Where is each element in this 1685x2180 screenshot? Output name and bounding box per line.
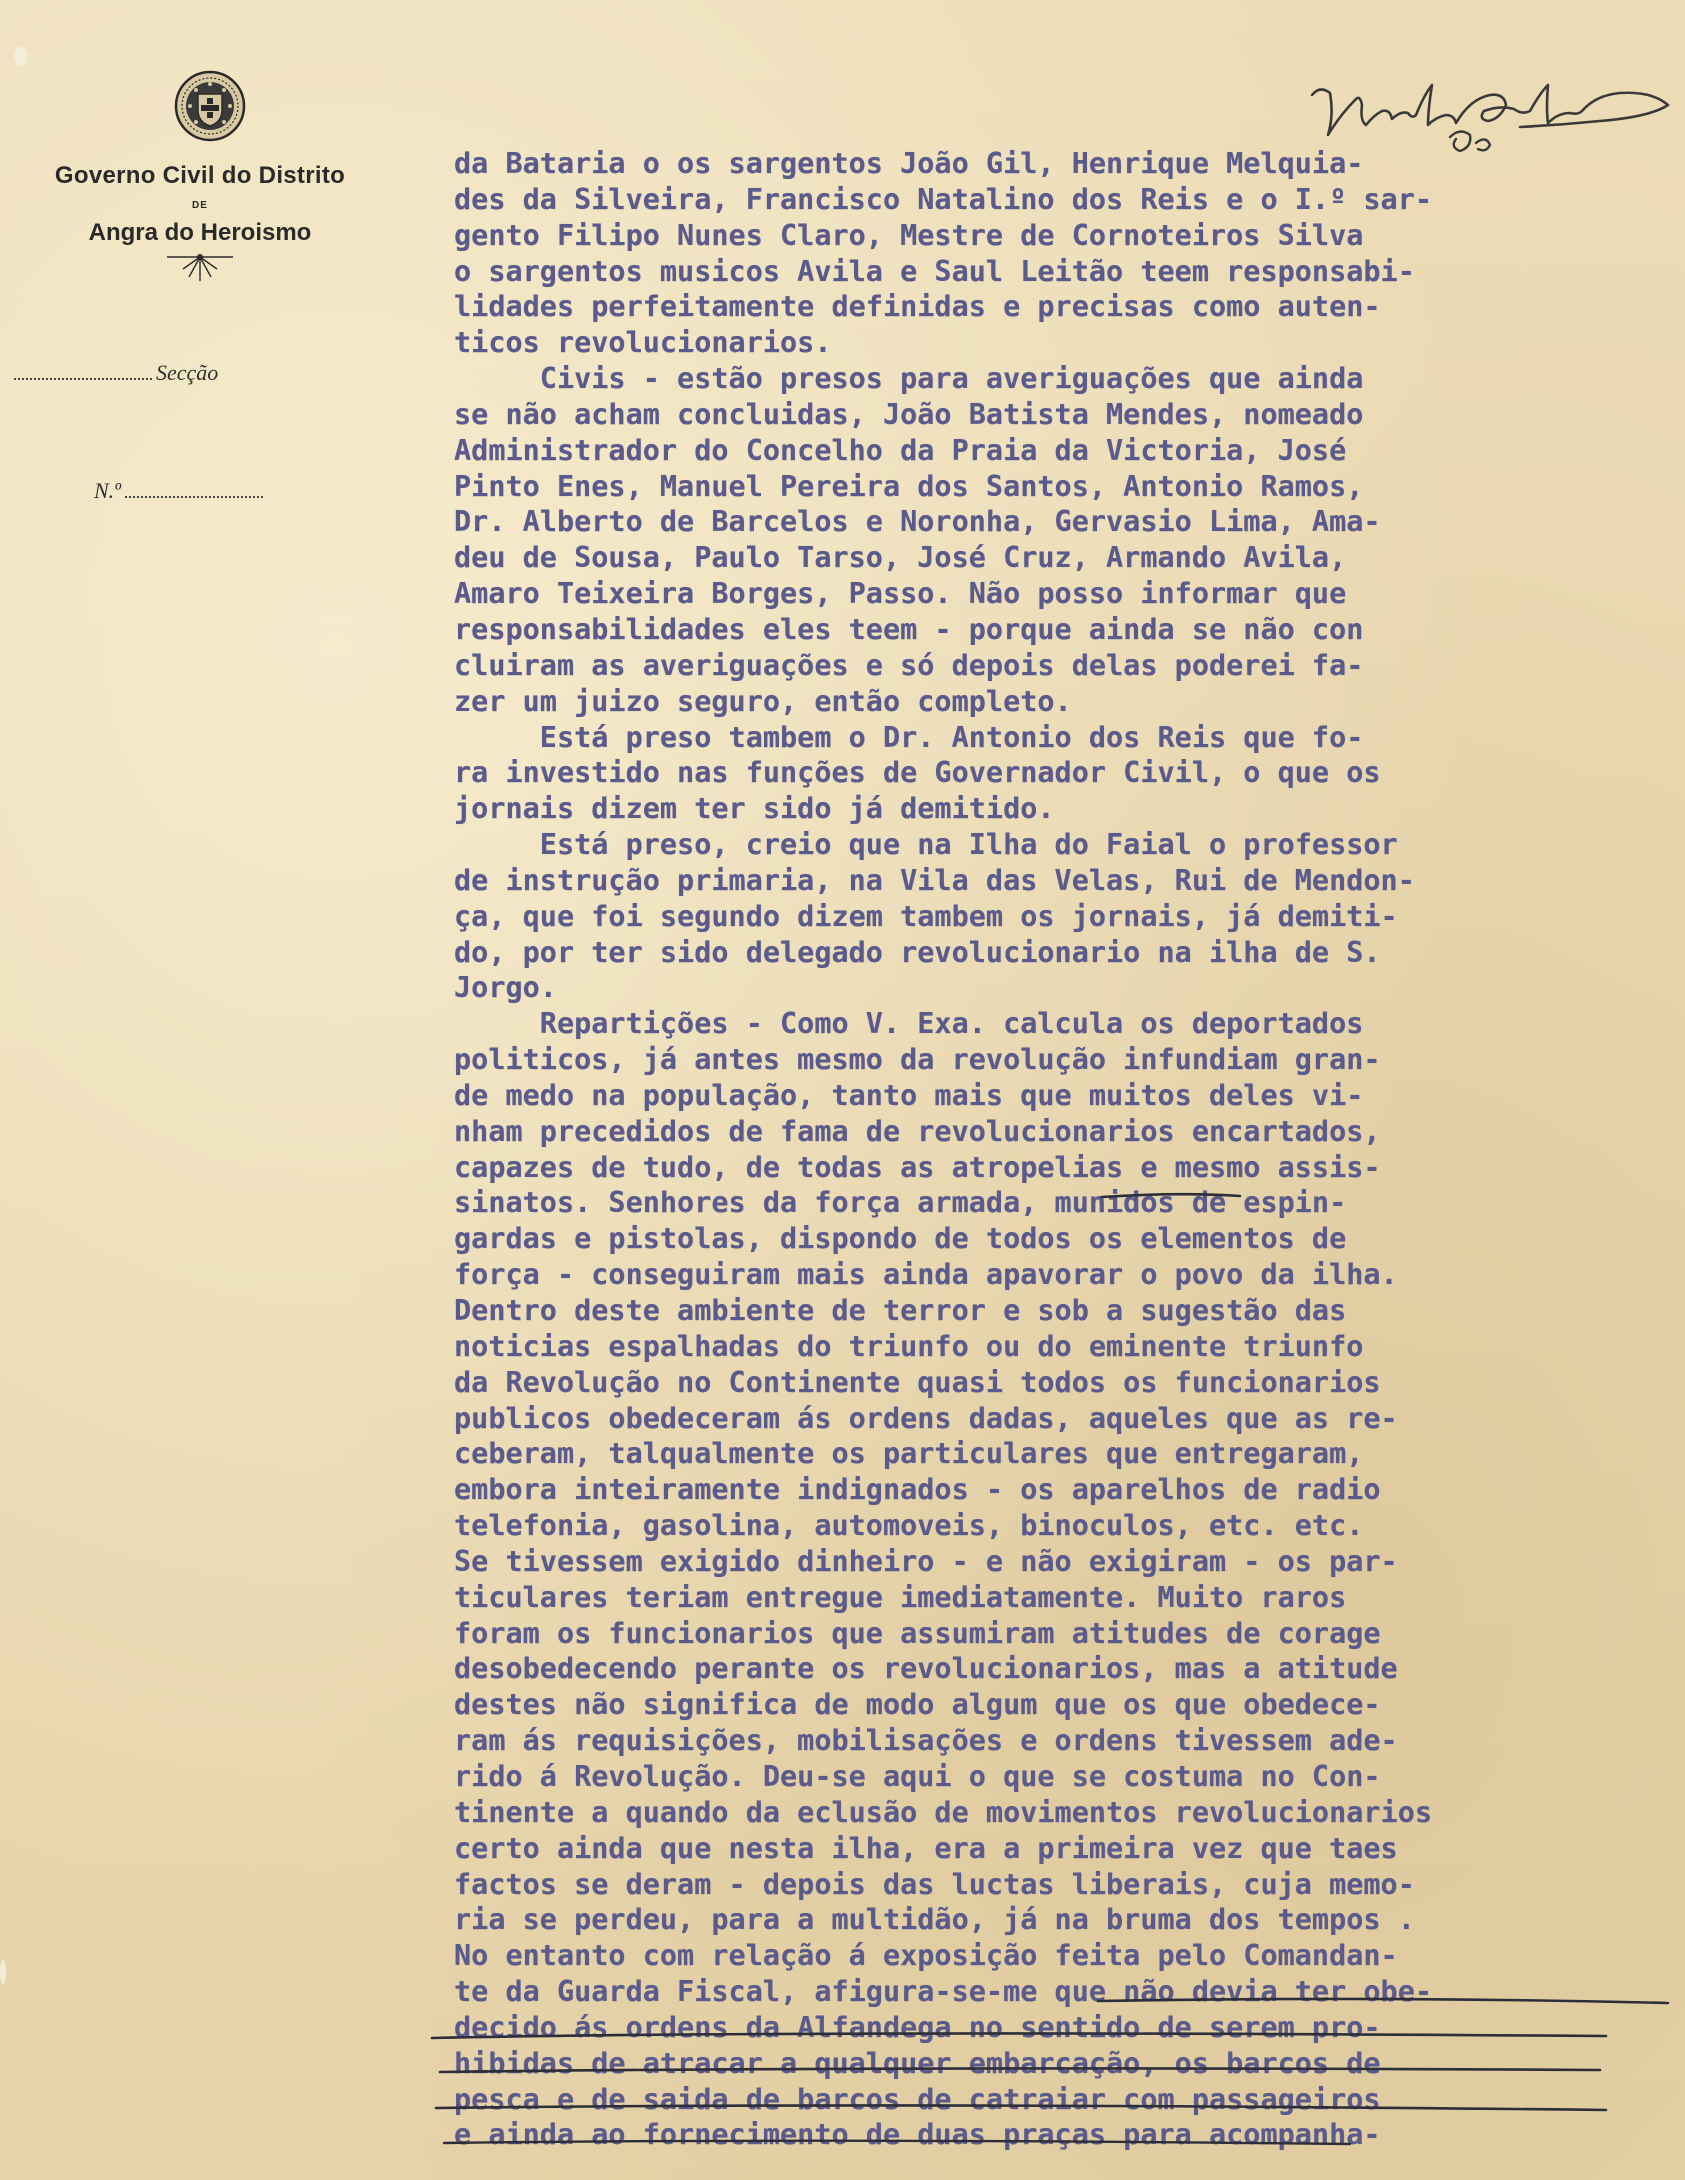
numero-blank bbox=[125, 495, 263, 498]
body-line: rido á Revolução. Deu-se aqui o que se costuma no Con- bbox=[454, 1759, 1381, 1793]
body-line: pesca e de saida de barcos de catraiar com passageiros bbox=[454, 2082, 1381, 2116]
numero-field bbox=[94, 478, 263, 504]
body-line: nham precedidos de fama de revolucionarios encartados, bbox=[454, 1114, 1381, 1148]
letterhead-title: Governo Civil do Distrito bbox=[54, 162, 346, 189]
body-line: No entanto com relação á exposição feita pelo Comandan- bbox=[454, 1939, 1398, 1973]
body-line: zer um juizo seguro, então completo. bbox=[454, 684, 1072, 718]
body-line: Amaro Teixeira Borges, Passo. Não posso informar que bbox=[454, 577, 1347, 611]
body-line: da Bataria o os sargentos João Gil, Henrique Melquia- bbox=[454, 147, 1364, 180]
seccao-blank bbox=[14, 377, 152, 380]
portuguese-coat-of-arms-icon bbox=[174, 70, 246, 142]
body-line: ticos revolucionarios. bbox=[454, 326, 832, 360]
body-line: se não acham concluidas, João Batista Mendes, nomeado bbox=[454, 397, 1364, 431]
body-line: Está preso, creio que na Ilha do Faial o professor bbox=[454, 828, 1398, 862]
seccao-label: Secção bbox=[156, 360, 219, 385]
body-line: Está preso tambem o Dr. Antonio dos Reis que fo- bbox=[454, 720, 1364, 754]
body-line: Dr. Alberto de Barcelos e Noronha, Gervasio Lima, Ama- bbox=[454, 505, 1381, 539]
paper-wear-mark bbox=[14, 46, 28, 66]
letterhead-de: DE bbox=[192, 200, 208, 211]
body-line: factos se deram - depois das luctas liberais, cuja memo- bbox=[454, 1867, 1415, 1901]
body-line: hibidas de atracar a qualquer embarcação, os barcos de bbox=[454, 2046, 1381, 2080]
body-line: do, por ter sido delegado revolucionario na ilha de S. bbox=[454, 935, 1381, 969]
body-line: Se tivessem exigido dinheiro - e não exigiram - os par- bbox=[454, 1544, 1398, 1578]
body-line: tinente a quando da eclusão de movimentos revolucionarios bbox=[454, 1795, 1433, 1829]
body-line: Pinto Enes, Manuel Pereira dos Santos, Antonio Ramos, bbox=[454, 469, 1364, 503]
letterhead-location: Angra do Heroismo bbox=[88, 219, 312, 246]
body-line: lidades perfeitamente definidas e precisas como auten- bbox=[454, 290, 1381, 324]
body-line: de instrução primaria, na Vila das Velas, Rui de Mendon- bbox=[454, 863, 1415, 897]
body-line: responsabilidades eles teem - porque ainda se não con bbox=[454, 612, 1364, 646]
body-line: Civis - estão presos para averiguações que ainda bbox=[454, 362, 1364, 396]
body-line: ria se perdeu, para a multidão, já na bruma dos tempos . bbox=[454, 1903, 1415, 1937]
body-line: sinatos. Senhores da força armada, munidos de espin- bbox=[454, 1186, 1347, 1220]
body-line: da Revolução no Continente quasi todos os funcionarios bbox=[454, 1365, 1381, 1399]
body-line: destes não significa de modo algum que os que obedece- bbox=[454, 1688, 1381, 1722]
body-line: força - conseguiram mais ainda apavorar o povo da ilha. bbox=[454, 1258, 1398, 1292]
body-line: noticias espalhadas do triunfo ou do eminente triunfo bbox=[454, 1329, 1364, 1363]
body-line: ram ás requisições, mobilisações e ordens tivessem ade- bbox=[454, 1724, 1398, 1758]
numero-label: N.º bbox=[94, 478, 121, 503]
body-line: publicos obedeceram ás ordens dadas, aqueles que as re- bbox=[454, 1401, 1398, 1435]
body-line: deu de Sousa, Paulo Tarso, José Cruz, Armando Avila, bbox=[454, 541, 1347, 575]
body-line: de medo na população, tanto mais que muitos deles vi- bbox=[454, 1078, 1364, 1112]
body-line: Repartições - Como V. Exa. calcula os deportados bbox=[454, 1007, 1364, 1041]
letterhead bbox=[20, 70, 380, 285]
body-line: ticulares teriam entregue imediatamente. Muito raros bbox=[454, 1580, 1347, 1614]
body-line: Dentro deste ambiente de terror e sob a sugestão das bbox=[454, 1294, 1347, 1327]
body-line: certo ainda que nesta ilha, era a primeira vez que taes bbox=[454, 1831, 1398, 1865]
body-line: ceberam, talqualmente os particulares que entregaram, bbox=[454, 1437, 1364, 1471]
body-line: e ainda ao fornecimento de duas praças para acompanha- bbox=[454, 2118, 1381, 2152]
body-line: telefonia, gasolina, automoveis, binoculos, etc. etc. bbox=[454, 1509, 1364, 1543]
body-line: cluiram as averiguações e só depois delas poderei fa- bbox=[454, 648, 1364, 682]
paper-wear-mark bbox=[0, 1960, 6, 1984]
body-line: decido ás ordens da Alfandega no sentido de serem pro- bbox=[454, 2010, 1381, 2044]
body-line: des da Silveira, Francisco Natalino dos Reis e o I.º sar- bbox=[454, 182, 1433, 216]
ornament-icon bbox=[165, 251, 235, 285]
body-line: ra investido nas funções de Governador Civil, o que os bbox=[454, 756, 1381, 790]
body-line: o sargentos musicos Avila e Saul Leitão teem responsabi- bbox=[454, 254, 1415, 288]
body-line: jornais dizem ter sido já demitido. bbox=[454, 792, 1055, 826]
seccao-field bbox=[14, 360, 218, 386]
body-line: desobedecendo perante os revolucionarios, mas a atitude bbox=[454, 1652, 1398, 1686]
body-line: embora inteiramente indignados - os aparelhos de radio bbox=[454, 1473, 1381, 1507]
body-line: capazes de tudo, de todas as atropelias e mesmo assis- bbox=[454, 1150, 1381, 1184]
body-line: gento Filipo Nunes Claro, Mestre de Cornoteiros Silva bbox=[454, 218, 1364, 252]
body-line: te da Guarda Fiscal, afigura-se-me que não devia ter obe- bbox=[454, 1975, 1433, 2009]
body-line: gardas e pistolas, dispondo de todos os elementos de bbox=[454, 1222, 1347, 1256]
body-line: Jorgo. bbox=[454, 971, 557, 1005]
body-line: Administrador do Concelho da Praia da Victoria, José bbox=[454, 433, 1347, 467]
body-line: ça, que foi segundo dizem tambem os jornais, já demiti- bbox=[454, 899, 1398, 933]
typed-letter-body bbox=[454, 146, 1684, 2153]
body-line: foram os funcionarios que assumiram atitudes de corage bbox=[454, 1616, 1381, 1650]
body-line: politicos, já antes mesmo da revolução infundiam gran- bbox=[454, 1043, 1381, 1077]
